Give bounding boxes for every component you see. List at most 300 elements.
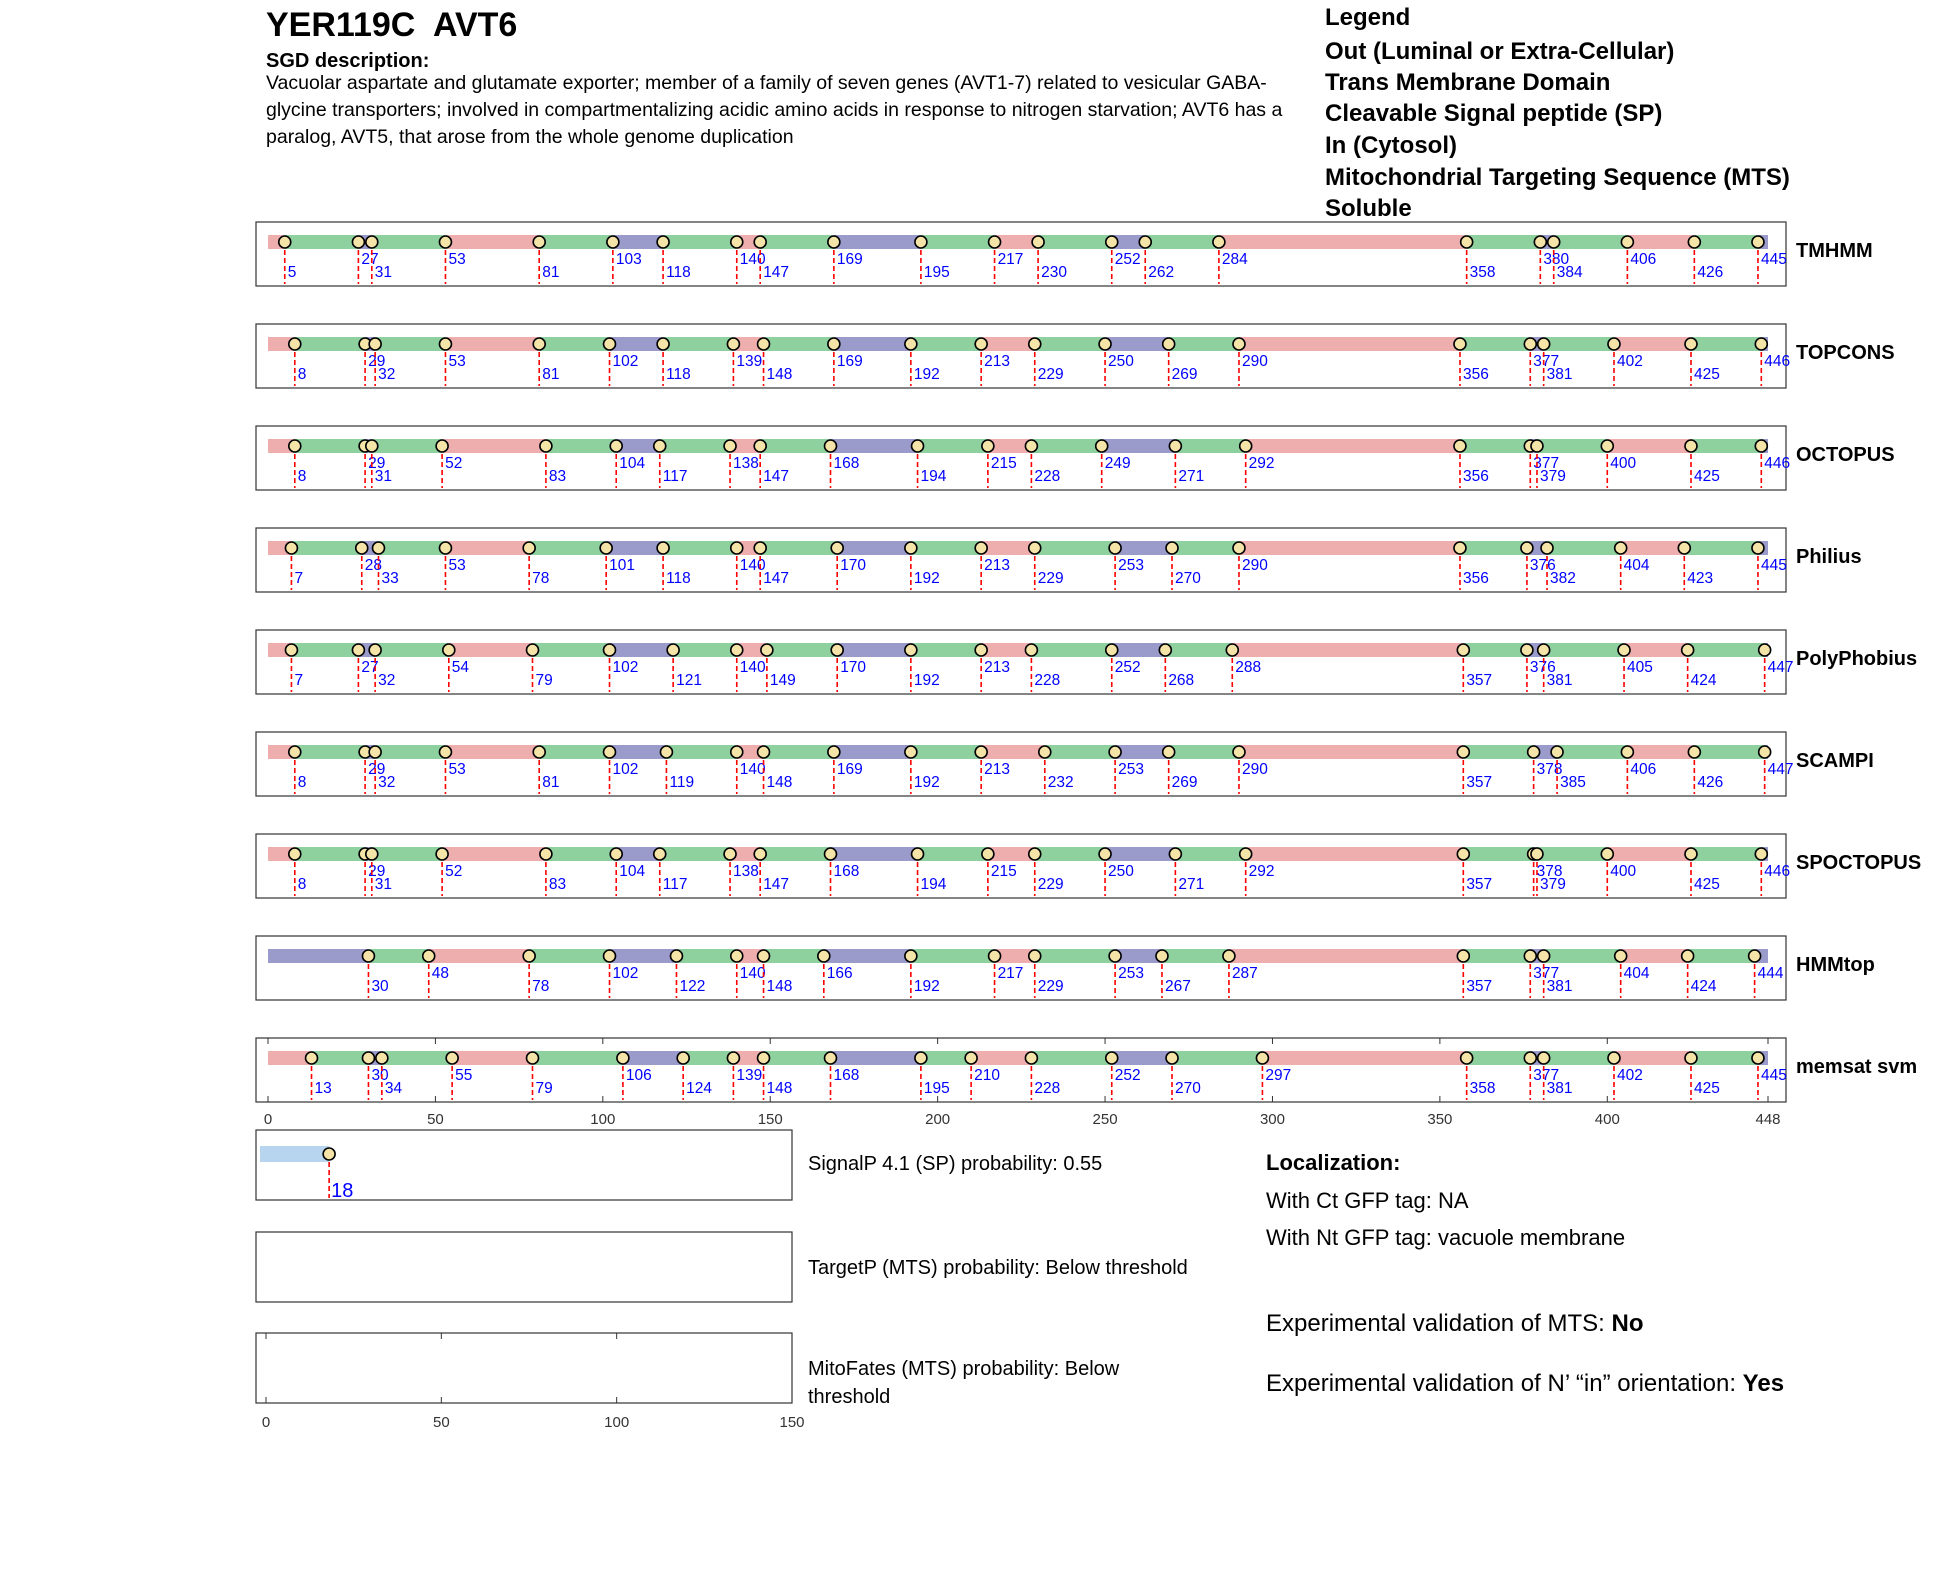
- philius-boundary-marker: [657, 542, 669, 554]
- hmmtop-segment-tm: [1463, 949, 1530, 963]
- topcons-boundary-label: 148: [766, 366, 793, 383]
- polyphobius-segment-tm: [1688, 643, 1765, 657]
- topcons-boundary-label: 402: [1616, 353, 1643, 370]
- hmmtop-segment-tm: [529, 949, 609, 963]
- localization-ct: With Ct GFP tag: NA: [1266, 1188, 1469, 1213]
- scampi-segment-tm: [666, 745, 736, 759]
- philius-boundary-label: 382: [1550, 570, 1576, 587]
- topcons-boundary-label: 139: [736, 353, 763, 370]
- bottom-axis-tick-label: 0: [261, 1414, 271, 1431]
- tmhmm-boundary-label: 81: [542, 264, 560, 281]
- octopus-segment-tm: [918, 439, 988, 453]
- memsat-svm-boundary-marker: [677, 1052, 689, 1064]
- mitofates-label: MitoFates (MTS) probability: Below threshold: [808, 1358, 1120, 1408]
- scampi-boundary-label: 192: [913, 774, 940, 791]
- topcons-boundary-label: 290: [1241, 353, 1268, 370]
- topcons-segment-tm: [539, 337, 609, 351]
- philius-segment-in: [1621, 541, 1685, 555]
- tmhmm-boundary-marker: [828, 236, 840, 248]
- tmhmm-boundary-label: 284: [1221, 251, 1248, 268]
- philius-boundary-label: 423: [1687, 570, 1714, 587]
- memsat-svm-segment-tm: [382, 1051, 452, 1065]
- hmmtop-boundary-marker: [818, 950, 830, 962]
- tmhmm-boundary-label: 5: [287, 264, 297, 281]
- octopus-segment-tm: [1537, 439, 1607, 453]
- hmmtop-segment-tm: [676, 949, 736, 963]
- philius-segment-in: [981, 541, 1035, 555]
- octopus-boundary-marker: [1454, 440, 1466, 452]
- polyphobius-segment-tm: [673, 643, 737, 657]
- octopus-boundary-marker: [289, 440, 301, 452]
- axis-tick-label: 50: [427, 1111, 444, 1128]
- scampi-segment-out: [610, 745, 667, 759]
- tmhmm-segment-tm: [1694, 235, 1758, 249]
- octopus-boundary-marker: [1240, 440, 1252, 452]
- spoctopus-segment-out: [831, 847, 918, 861]
- octopus-boundary-label: 83: [548, 468, 567, 485]
- philius-segment-tm: [760, 541, 837, 555]
- polyphobius-segment-tm: [291, 643, 358, 657]
- scampi-boundary-marker: [1457, 746, 1469, 758]
- polyphobius-boundary-label: 121: [676, 672, 703, 689]
- memsat-svm-boundary-label: 106: [625, 1067, 652, 1084]
- hmmtop-boundary-label: 30: [371, 978, 389, 995]
- spoctopus-boundary-marker: [1531, 848, 1543, 860]
- topcons-segment-in: [445, 337, 539, 351]
- scampi-segment-tm: [1557, 745, 1627, 759]
- spoctopus-boundary-label: 357: [1466, 876, 1493, 893]
- spoctopus-boundary-label: 215: [990, 863, 1017, 880]
- philius-segment-tm: [1547, 541, 1621, 555]
- spoctopus-boundary-label: 292: [1248, 863, 1275, 880]
- polyphobius-boundary-marker: [443, 644, 455, 656]
- scampi-segment-tm: [764, 745, 834, 759]
- polyphobius-boundary-label: 140: [739, 659, 766, 676]
- octopus-boundary-marker: [825, 440, 837, 452]
- philius-boundary-marker: [1541, 542, 1553, 554]
- bottom-axis-tick-label: 50: [432, 1414, 450, 1431]
- scampi-boundary-marker: [758, 746, 770, 758]
- spoctopus-boundary-label: 446: [1764, 863, 1791, 880]
- memsat-svm-boundary-label: 139: [736, 1067, 763, 1084]
- memsat-svm-boundary-marker: [1752, 1052, 1764, 1064]
- spoctopus-boundary-marker: [1755, 848, 1767, 860]
- octopus-boundary-label: 52: [445, 455, 463, 472]
- philius-boundary-marker: [975, 542, 987, 554]
- memsat-svm-boundary-marker: [1166, 1052, 1178, 1064]
- polyphobius-segment-tm: [1544, 643, 1624, 657]
- scampi-boundary-marker: [1551, 746, 1563, 758]
- signal-peptide-cleavage-marker: [323, 1148, 335, 1160]
- topcons-boundary-label: 118: [666, 366, 691, 383]
- tmhmm-boundary-marker: [279, 236, 291, 248]
- philius-boundary-label: 28: [364, 557, 382, 574]
- philius-boundary-marker: [372, 542, 384, 554]
- spoctopus-boundary-label: 31: [374, 876, 393, 893]
- hmmtop-boundary-marker: [1457, 950, 1469, 962]
- topcons-boundary-marker: [828, 338, 840, 350]
- mts-validation-value: No: [1611, 1310, 1644, 1337]
- polyphobius-boundary-marker: [1457, 644, 1469, 656]
- sgd-description-text: Vacuolar aspartate and glutamate exporter; member of a family of seven genes (AVT1-7) related to vesicular GABA-glycine transporters; involved in compartmentalizing acidic amino acids in response to nitrogen starvation; AVT6 has a paralog, AVT5, that arose from the whole genome duplication: [266, 72, 1283, 148]
- philius-boundary-label: 140: [739, 557, 766, 574]
- polyphobius-boundary-marker: [1759, 644, 1771, 656]
- memsat-svm-boundary-marker: [1608, 1052, 1620, 1064]
- topcons-boundary-marker: [758, 338, 770, 350]
- spoctopus-boundary-label: 194: [920, 876, 947, 893]
- memsat-svm-boundary-marker: [727, 1052, 739, 1064]
- spoctopus-boundary-label: 147: [763, 876, 790, 893]
- octopus-boundary-marker: [436, 440, 448, 452]
- spoctopus-boundary-label: 83: [548, 876, 567, 893]
- spoctopus-boundary-marker: [436, 848, 448, 860]
- spoctopus-boundary-label: 425: [1693, 876, 1720, 893]
- topcons-boundary-marker: [369, 338, 381, 350]
- memsat-svm-boundary-label: 425: [1693, 1080, 1720, 1097]
- octopus-boundary-label: 356: [1462, 468, 1489, 485]
- memsat-svm-boundary-label: 30: [371, 1067, 389, 1084]
- philius-segment-out: [837, 541, 911, 555]
- spoctopus-segment-in: [1246, 847, 1464, 861]
- octopus-boundary-label: 147: [763, 468, 790, 485]
- polyphobius-segment-tm: [767, 643, 837, 657]
- polyphobius-segment-in: [1232, 643, 1463, 657]
- tmhmm-segment-tm: [1145, 235, 1219, 249]
- polyphobius-boundary-label: 79: [535, 672, 553, 689]
- tmhmm-boundary-marker: [915, 236, 927, 248]
- hmmtop-boundary-marker: [1682, 950, 1694, 962]
- legend-item-in: In (Cytosol): [1325, 132, 1457, 159]
- octopus-predictor-name: OCTOPUS: [1796, 444, 1895, 466]
- scampi-boundary-label: 81: [542, 774, 560, 791]
- octopus-boundary-label: 31: [374, 468, 393, 485]
- scampi-boundary-label: 253: [1118, 761, 1144, 778]
- polyphobius-segment-in: [1624, 643, 1688, 657]
- scampi-boundary-marker: [439, 746, 451, 758]
- tmhmm-boundary-label: 31: [374, 264, 393, 281]
- memsat-svm-boundary-label: 402: [1616, 1067, 1643, 1084]
- memsat-svm-segment-tm: [764, 1051, 831, 1065]
- spoctopus-segment-tm: [372, 847, 442, 861]
- polyphobius-boundary-label: 192: [913, 672, 940, 689]
- tmhmm-segment-tm: [539, 235, 613, 249]
- philius-segment-tm: [1172, 541, 1239, 555]
- scampi-boundary-marker: [660, 746, 672, 758]
- polyphobius-boundary-marker: [369, 644, 381, 656]
- polyphobius-boundary-label: 288: [1235, 659, 1262, 676]
- memsat-svm-boundary-marker: [1025, 1052, 1037, 1064]
- scampi-boundary-marker: [975, 746, 987, 758]
- tmhmm-boundary-label: 53: [448, 251, 466, 268]
- topcons-boundary-label: 377: [1533, 353, 1560, 370]
- philius-segment-tm: [1035, 541, 1115, 555]
- polyphobius-boundary-label: 228: [1034, 672, 1061, 689]
- philius-boundary-marker: [1454, 542, 1466, 554]
- spoctopus-boundary-label: 378: [1536, 863, 1563, 880]
- memsat-svm-segment-out: [831, 1051, 921, 1065]
- topcons-boundary-label: 213: [984, 353, 1011, 370]
- tmhmm-boundary-marker: [989, 236, 1001, 248]
- hmmtop-boundary-label: 381: [1546, 978, 1573, 995]
- spoctopus-boundary-marker: [982, 848, 994, 860]
- tmhmm-boundary-marker: [533, 236, 545, 248]
- memsat-svm-segment-tm: [1467, 1051, 1531, 1065]
- memsat-svm-boundary-marker: [376, 1052, 388, 1064]
- tmhmm-boundary-marker: [439, 236, 451, 248]
- topcons-segment-tm: [1169, 337, 1239, 351]
- philius-boundary-label: 7: [294, 570, 304, 587]
- polyphobius-boundary-label: 213: [984, 659, 1011, 676]
- memsat-svm-boundary-marker: [1538, 1052, 1550, 1064]
- topcons-boundary-marker: [1029, 338, 1041, 350]
- memsat-svm-boundary-marker: [1461, 1052, 1473, 1064]
- scampi-segment-tm: [539, 745, 609, 759]
- memsat-svm-segment-out: [623, 1051, 683, 1065]
- polyphobius-segment-out: [837, 643, 911, 657]
- tmhmm-boundary-marker: [657, 236, 669, 248]
- spoctopus-boundary-marker: [724, 848, 736, 860]
- polyphobius-boundary-label: 27: [361, 659, 379, 676]
- tmhmm-boundary-label: 230: [1041, 264, 1067, 281]
- hmmtop-segment-in: [429, 949, 529, 963]
- memsat-svm-segment-tm: [312, 1051, 369, 1065]
- hmmtop-boundary-label: 424: [1690, 978, 1717, 995]
- polyphobius-boundary-marker: [761, 644, 773, 656]
- polyphobius-boundary-marker: [731, 644, 743, 656]
- philius-boundary-label: 101: [609, 557, 636, 574]
- hmmtop-predictor-name: HMMtop: [1796, 954, 1875, 976]
- tmhmm-boundary-label: 147: [763, 264, 790, 281]
- topcons-boundary-label: 8: [297, 366, 307, 383]
- scampi-boundary-marker: [1688, 746, 1700, 758]
- philius-boundary-marker: [1166, 542, 1178, 554]
- topcons-boundary-label: 356: [1462, 366, 1489, 383]
- hmmtop-boundary-label: 148: [766, 978, 793, 995]
- philius-segment-in: [445, 541, 529, 555]
- philius-segment-tm: [378, 541, 445, 555]
- memsat-svm-boundary-label: 34: [384, 1080, 403, 1097]
- hmmtop-segment-tm: [1162, 949, 1229, 963]
- spoctopus-boundary-marker: [754, 848, 766, 860]
- topcons-boundary-marker: [1755, 338, 1767, 350]
- polyphobius-segment-tm: [911, 643, 981, 657]
- octopus-boundary-label: 168: [833, 455, 860, 472]
- legend-item-sp: Cleavable Signal peptide (SP): [1325, 100, 1663, 127]
- scampi-boundary-marker: [905, 746, 917, 758]
- mts-validation: [1266, 1310, 1643, 1338]
- octopus-segment-tm: [295, 439, 365, 453]
- memsat-svm-boundary-marker: [362, 1052, 374, 1064]
- topcons-segment-tm: [295, 337, 365, 351]
- topcons-segment-out: [834, 337, 911, 351]
- scampi-segment-tm: [375, 745, 445, 759]
- topcons-boundary-marker: [533, 338, 545, 350]
- spoctopus-segment-tm: [760, 847, 830, 861]
- hmmtop-boundary-label: 217: [997, 965, 1024, 982]
- philius-boundary-label: 376: [1529, 557, 1556, 574]
- hmmtop-boundary-marker: [905, 950, 917, 962]
- polyphobius-boundary-label: 102: [612, 659, 639, 676]
- topcons-boundary-label: 446: [1764, 353, 1791, 370]
- orientation-validation: [1266, 1370, 1784, 1398]
- hmmtop-boundary-marker: [423, 950, 435, 962]
- octopus-boundary-label: 228: [1034, 468, 1061, 485]
- topcons-boundary-marker: [289, 338, 301, 350]
- topcons-segment-out: [610, 337, 664, 351]
- orientation-validation-label: Experimental validation of N’ “in” orientation:: [1266, 1370, 1743, 1397]
- polyphobius-boundary-marker: [1159, 644, 1171, 656]
- hmmtop-boundary-label: 444: [1757, 965, 1784, 982]
- philius-boundary-label: 213: [984, 557, 1011, 574]
- spoctopus-boundary-marker: [366, 848, 378, 860]
- spoctopus-boundary-marker: [912, 848, 924, 860]
- topcons-segment-in: [981, 337, 1035, 351]
- signal-peptide-segment: [260, 1146, 329, 1162]
- hmmtop-boundary-marker: [989, 950, 1001, 962]
- tmhmm-boundary-label: 426: [1697, 264, 1724, 281]
- spoctopus-boundary-label: 168: [833, 863, 860, 880]
- octopus-segment-tm: [1460, 439, 1530, 453]
- tmhmm-boundary-label: 140: [739, 251, 766, 268]
- spoctopus-boundary-label: 29: [368, 863, 386, 880]
- memsat-svm-boundary-label: 297: [1265, 1067, 1292, 1084]
- tmhmm-segment-tm: [760, 235, 834, 249]
- polyphobius-boundary-marker: [1682, 644, 1694, 656]
- memsat-svm-boundary-marker: [446, 1052, 458, 1064]
- memsat-svm-boundary-label: 210: [974, 1067, 1000, 1084]
- memsat-svm-boundary-label: 195: [923, 1080, 950, 1097]
- polyphobius-boundary-label: 149: [769, 672, 796, 689]
- spoctopus-segment-tm: [660, 847, 730, 861]
- memsat-svm-segment-in: [1614, 1051, 1691, 1065]
- polyphobius-boundary-label: 424: [1690, 672, 1717, 689]
- octopus-segment-tm: [546, 439, 616, 453]
- axis-tick-label: 448: [1755, 1111, 1781, 1128]
- polyphobius-boundary-marker: [975, 644, 987, 656]
- philius-boundary-marker: [731, 542, 743, 554]
- memsat-svm-segment-tm: [1031, 1051, 1111, 1065]
- memsat-svm-boundary-label: 228: [1034, 1080, 1061, 1097]
- tmhmm-boundary-marker: [607, 236, 619, 248]
- axis-tick-label: 100: [590, 1111, 616, 1128]
- legend-item-mts: Mitochondrial Targeting Sequence (MTS): [1325, 164, 1790, 191]
- sgd-description-label: SGD description:: [266, 50, 430, 72]
- octopus-segment-in: [442, 439, 546, 453]
- tmhmm-segment-tm: [372, 235, 446, 249]
- tmhmm-boundary-label: 358: [1469, 264, 1496, 281]
- hmmtop-boundary-marker: [731, 950, 743, 962]
- memsat-svm-segment-out: [1112, 1051, 1172, 1065]
- topcons-boundary-label: 192: [913, 366, 940, 383]
- memsat-svm-boundary-marker: [1685, 1052, 1697, 1064]
- polyphobius-boundary-label: 32: [378, 672, 396, 689]
- scampi-boundary-label: 213: [984, 761, 1011, 778]
- hmmtop-boundary-label: 166: [826, 965, 853, 982]
- tmhmm-segment-tm: [1554, 235, 1628, 249]
- legend-item-soluble: Soluble: [1325, 195, 1412, 222]
- memsat-svm-boundary-label: 124: [686, 1080, 713, 1097]
- polyphobius-boundary-label: 170: [840, 659, 867, 676]
- memsat-svm-boundary-marker: [1256, 1052, 1268, 1064]
- philius-boundary-marker: [356, 542, 368, 554]
- spoctopus-segment-tm: [1175, 847, 1245, 861]
- topcons-boundary-marker: [439, 338, 451, 350]
- scampi-segment-out: [1115, 745, 1169, 759]
- philius-boundary-label: 192: [913, 570, 940, 587]
- octopus-segment-out: [831, 439, 918, 453]
- hmmtop-segment-out: [824, 949, 911, 963]
- philius-segment-out: [606, 541, 663, 555]
- philius-boundary-marker: [905, 542, 917, 554]
- topcons-boundary-label: 250: [1108, 353, 1134, 370]
- spoctopus-segment-out: [1105, 847, 1175, 861]
- octopus-boundary-marker: [1025, 440, 1037, 452]
- spoctopus-boundary-label: 8: [297, 876, 307, 893]
- tmhmm-boundary-marker: [1548, 236, 1560, 248]
- memsat-svm-boundary-label: 381: [1546, 1080, 1573, 1097]
- spoctopus-boundary-label: 250: [1108, 863, 1134, 880]
- scampi-segment-tm: [295, 745, 365, 759]
- legend-item-out: Out (Luminal or Extra-Cellular): [1325, 38, 1675, 65]
- scampi-boundary-marker: [1621, 746, 1633, 758]
- philius-boundary-marker: [754, 542, 766, 554]
- topcons-segment-tm: [375, 337, 445, 351]
- scampi-boundary-marker: [604, 746, 616, 758]
- philius-predictor-name: Philius: [1796, 546, 1862, 568]
- scampi-segment-in: [1627, 745, 1694, 759]
- topcons-segment-tm: [1691, 337, 1761, 351]
- scampi-boundary-label: 447: [1767, 761, 1794, 778]
- scampi-boundary-marker: [828, 746, 840, 758]
- philius-boundary-label: 253: [1118, 557, 1144, 574]
- memsat-svm-boundary-label: 79: [535, 1080, 553, 1097]
- tmhmm-boundary-label: 406: [1630, 251, 1657, 268]
- octopus-segment-in: [1246, 439, 1460, 453]
- topcons-boundary-label: 29: [368, 353, 386, 370]
- philius-boundary-label: 404: [1623, 557, 1650, 574]
- scampi-boundary-marker: [1039, 746, 1051, 758]
- polyphobius-boundary-marker: [905, 644, 917, 656]
- philius-segment-out: [1115, 541, 1172, 555]
- scampi-boundary-label: 290: [1241, 761, 1268, 778]
- scampi-boundary-label: 378: [1536, 761, 1563, 778]
- philius-segment-tm: [911, 541, 981, 555]
- topcons-segment-tm: [1544, 337, 1614, 351]
- memsat-svm-boundary-marker: [617, 1052, 629, 1064]
- scampi-boundary-label: 169: [836, 761, 863, 778]
- memsat-svm-boundary-marker: [306, 1052, 318, 1064]
- scampi-segment-tm: [1045, 745, 1115, 759]
- topcons-boundary-marker: [1538, 338, 1550, 350]
- scampi-segment-in: [445, 745, 539, 759]
- scampi-boundary-label: 357: [1466, 774, 1493, 791]
- scampi-boundary-label: 53: [448, 761, 466, 778]
- tmhmm-boundary-marker: [1106, 236, 1118, 248]
- topcons-boundary-marker: [1233, 338, 1245, 350]
- polyphobius-boundary-label: 381: [1546, 672, 1573, 689]
- tmhmm-segment-in: [445, 235, 539, 249]
- topcons-boundary-label: 425: [1693, 366, 1720, 383]
- topcons-boundary-marker: [657, 338, 669, 350]
- hmmtop-segment-in: [1229, 949, 1463, 963]
- topcons-boundary-marker: [604, 338, 616, 350]
- hmmtop-segment-tm: [911, 949, 995, 963]
- polyphobius-segment-in: [981, 643, 1031, 657]
- octopus-segment-tm: [372, 439, 442, 453]
- legend-title: Legend: [1325, 4, 1411, 31]
- memsat-svm-segment-tm: [1691, 1051, 1758, 1065]
- spoctopus-boundary-marker: [825, 848, 837, 860]
